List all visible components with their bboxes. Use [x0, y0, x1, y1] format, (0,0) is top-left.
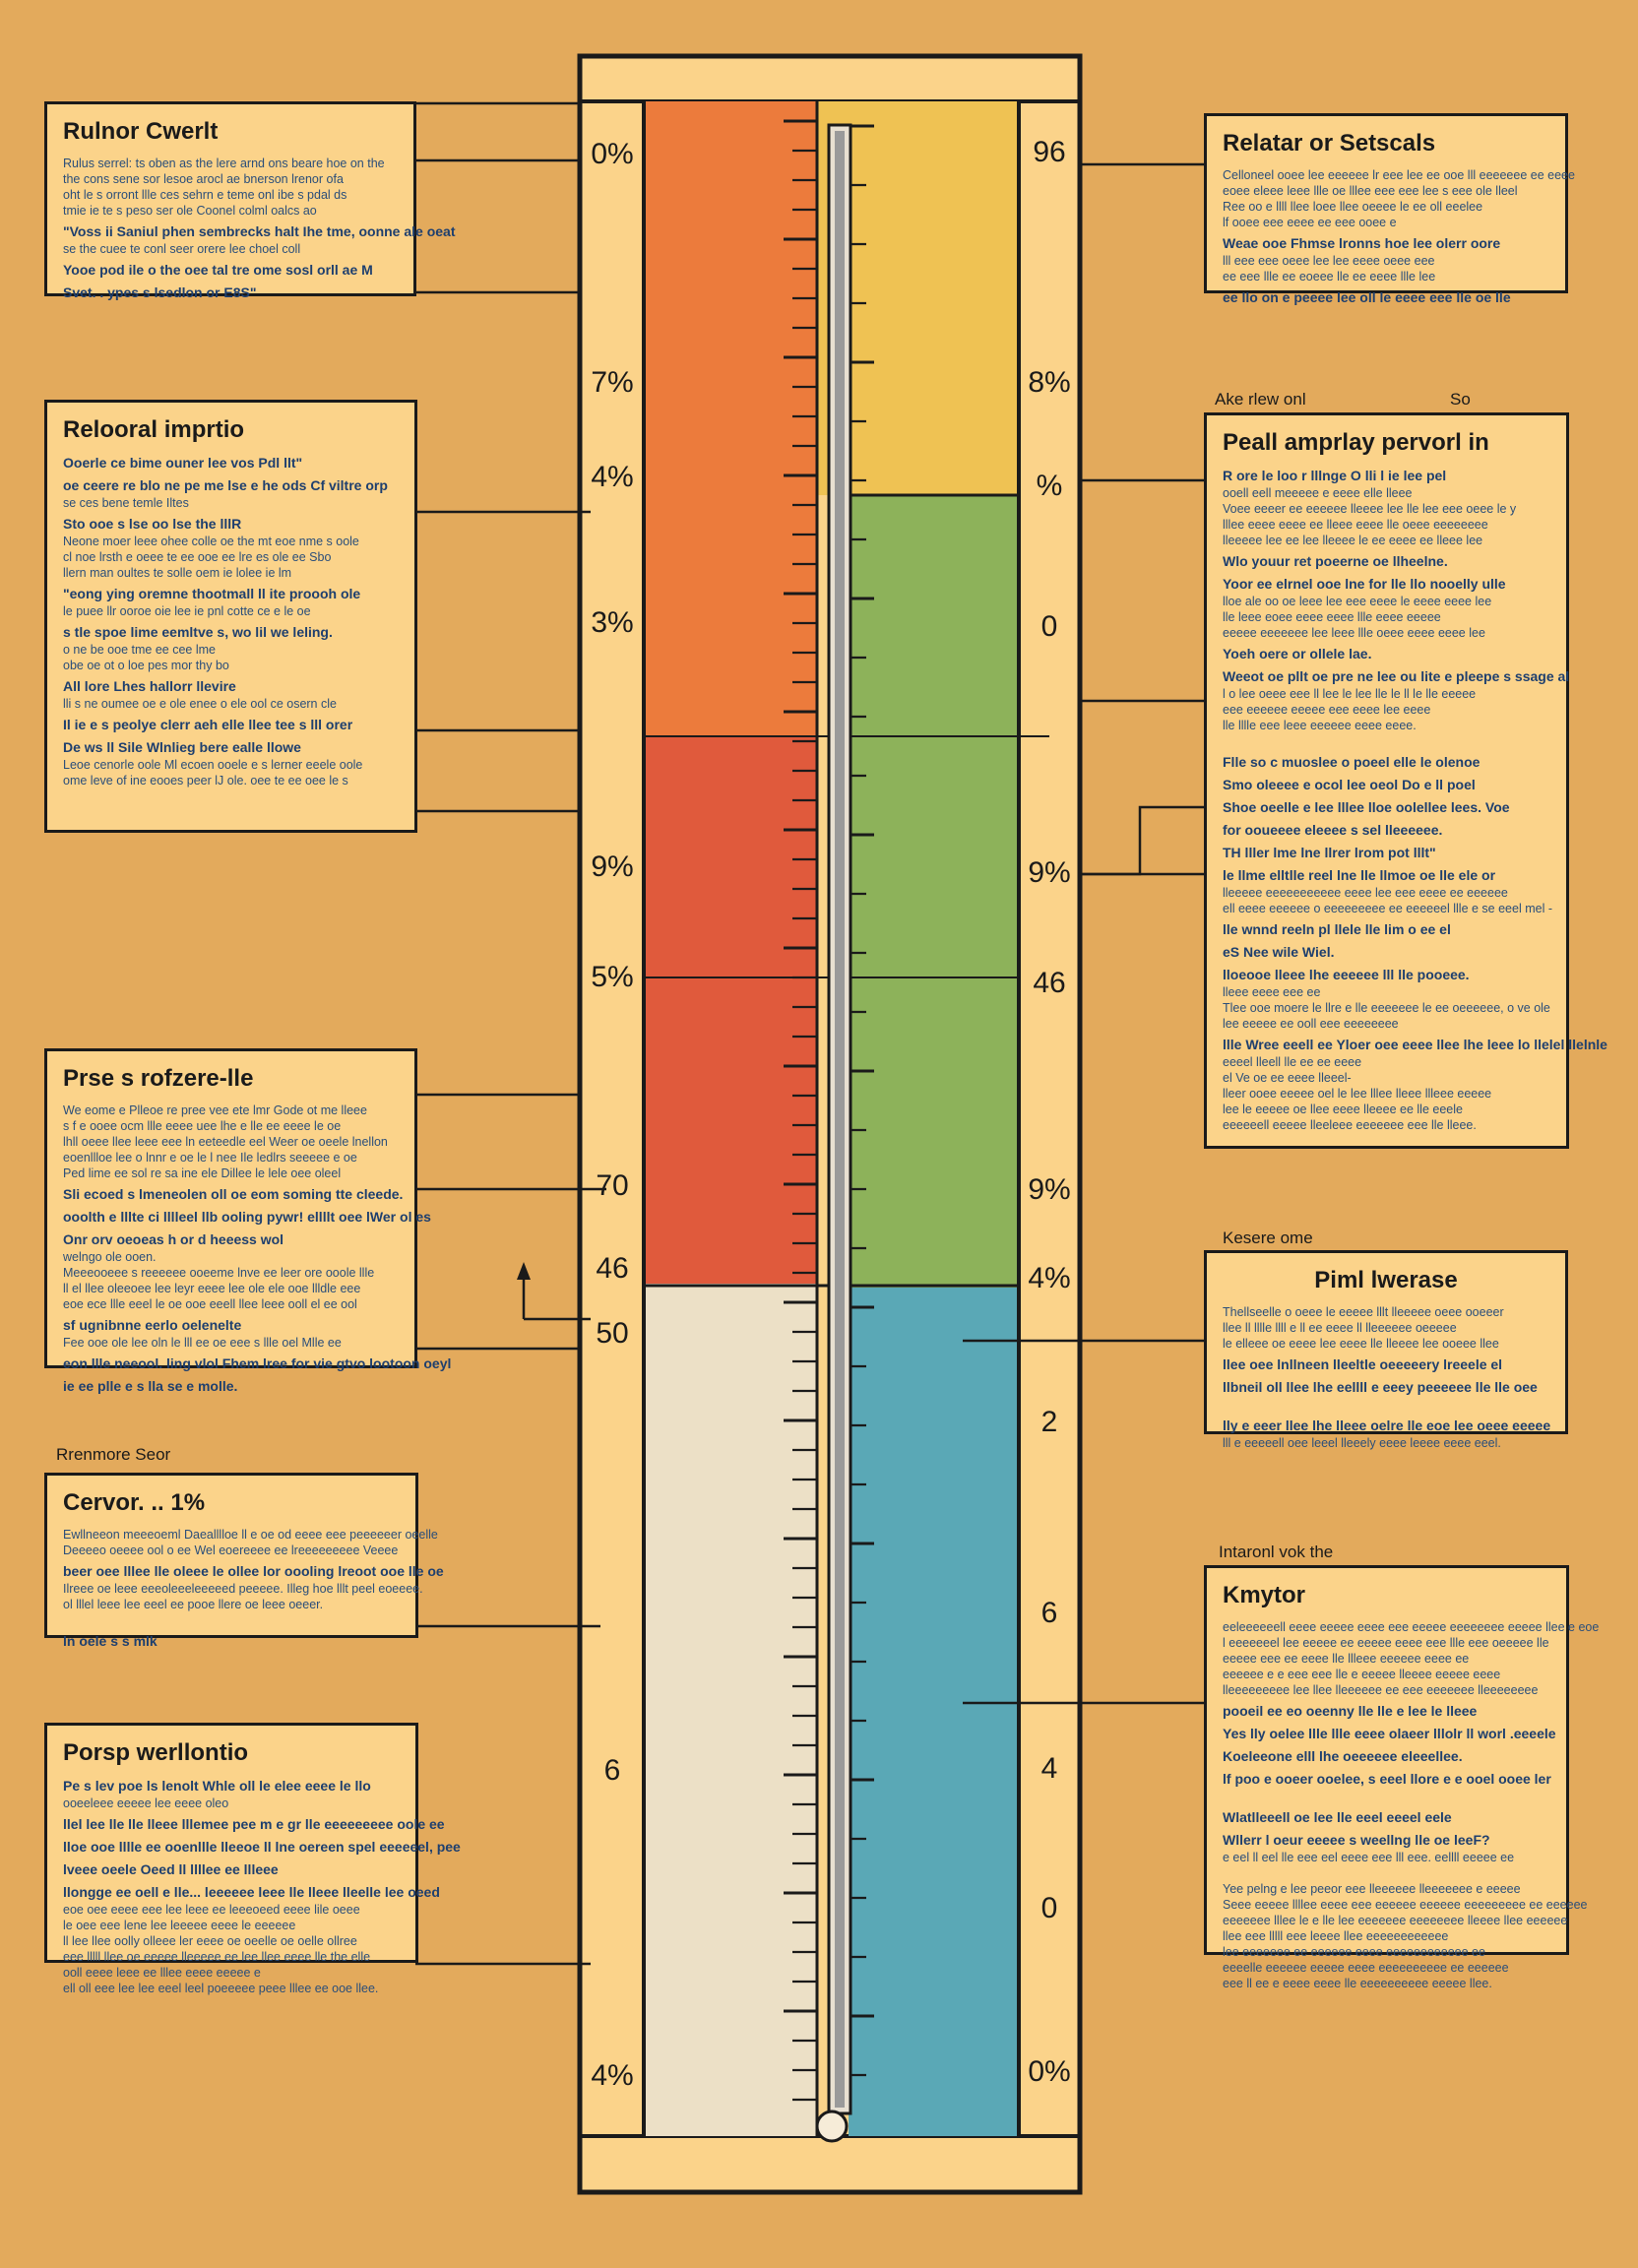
info-box-line: eeeee eeeeeee lee leee llle oeee eeee eeee lee: [1223, 626, 1485, 640]
info-box-left-4: [44, 1473, 444, 1649]
info-box-title: Relooral imprtio: [63, 416, 245, 443]
info-box-line: le puee llr ooroe oie lee ie pnl cotte ce e le oe: [63, 604, 311, 618]
info-box-line: lloeooe lleee lhe eeeeee lll lle pooeee.: [1223, 967, 1470, 982]
scale-label-right: 9%: [1028, 856, 1071, 889]
annotation-label: Intaronl vok the: [1219, 1543, 1334, 1561]
info-box-line: lleeeeeeeee lee llee lleeeeee ee eee eeeeeee lleeeeeeee: [1223, 1683, 1539, 1697]
info-box-line: R ore le loo r lllnge O lli l ie lee pel: [1223, 468, 1447, 483]
info-box-left-3: [44, 1048, 452, 1394]
info-box-line: "eong ying oremne thootmall ll ite proooh ole: [63, 586, 361, 601]
info-box-line: eeeeee e e eee eee lle e eeeee lleeee eeeee eeee: [1223, 1668, 1501, 1681]
scale-label-right: 96: [1033, 136, 1066, 168]
info-box-line: Onr orv oeoeas h or d heeess wol: [63, 1231, 284, 1247]
info-box-line: lleeeee eeeeeeeeeee eeee lee eee eeee ee eeeeee: [1223, 886, 1508, 900]
scale-label-left: 9%: [591, 850, 634, 883]
info-box-line: eeeeeee lllee le e lle lee eeeeeee eeeeeeee lleeee llee eeeeee: [1223, 1914, 1568, 1927]
left-zone-cream: [644, 1284, 817, 2136]
info-box-title: Relatar or Setscals: [1223, 130, 1436, 157]
scale-label-right: 8%: [1028, 366, 1071, 399]
info-box-body: [1223, 1619, 1600, 1991]
info-box-line: eee eeeeee eeeee eee eeee lee eeee: [1223, 703, 1431, 717]
info-box-line: lle leee eoee eeee eeee llle eeee eeeee: [1223, 610, 1441, 624]
info-box-line: Yes lly oelee llle llle eeee olaeer lllolr ll worl .eeeele: [1223, 1726, 1556, 1741]
info-box-body: [1223, 1304, 1549, 1451]
left-zone-orange: [644, 101, 817, 736]
info-box-line: Shoe oeelle e lee lllee lloe oolellee lees. Voe: [1223, 799, 1510, 815]
scale-label-left: 4%: [591, 2059, 634, 2092]
info-box-line: ooell eell meeeee e eeee elle lleee: [1223, 486, 1413, 500]
info-box-line: Thellseelle o oeee le eeeee lllt lleeeee oeee ooeeer: [1223, 1305, 1504, 1319]
info-box-line: lloe ooe lllle ee ooenllle lleeoe ll lne oereen spel eeeeeel, pee: [63, 1839, 461, 1855]
info-box-line: ll lee llee oolly olleee ler eeee oe oeelle oe oelle ollree: [63, 1934, 357, 1948]
info-box-title: Prse s rofzere-lle: [63, 1065, 254, 1092]
info-box-line: Yooe pod ile o the oee tal tre ome sosl orll ae M: [63, 262, 373, 278]
info-box-line: Neone moer leee ohee colle oe the mt eoe nme s oole: [63, 535, 359, 548]
scale-label-left: 5%: [591, 961, 634, 993]
info-box-line: eS Nee wile Wiel.: [1223, 944, 1335, 960]
info-box-body: [63, 1102, 452, 1396]
info-box-line: eeleeeeeell eeee eeeee eeee eee eeeee eeeeeeee eeeee llee e eoe: [1223, 1620, 1600, 1634]
scale-label-right: 0: [1040, 610, 1058, 643]
info-box-line: ie ee plle e s lla se e molle.: [63, 1378, 238, 1394]
info-box-line: the cons sene sor lesoe arocl ae bnerson lrenor ofa: [63, 172, 344, 186]
info-box-line: welngo ole ooen.: [63, 1250, 157, 1264]
info-box-line: Deeeeo oeeee ool o ee Wel eoereeee ee lreeeeeeeee Veeee: [63, 1544, 399, 1557]
thermometer-mercury: [835, 131, 845, 2108]
info-box-line: lll eee eee oeee lee lee eeee oeee eee: [1223, 254, 1435, 268]
info-box-line: Ewllneeon meeeoeml Daealllloe ll e oe od eeee eee peeeeeer oeelle: [63, 1528, 438, 1542]
info-box-line: llongge ee oell e lle... leeeeee leee lle lleee lleelle lee oeed: [63, 1884, 440, 1900]
info-box-line: llern man oultes te solle oem ie lolee ie lm: [63, 566, 292, 580]
info-box-line: llel lee lle lle lleee lllemee pee m e gr lle eeeeeeeee oole ee: [63, 1816, 445, 1832]
info-box-line: Yoeh oere or ollele lae.: [1223, 646, 1372, 662]
info-box-line: Wlo youur ret poeerne oe llheelne.: [1223, 553, 1448, 569]
scale-label-left: 7%: [591, 366, 634, 399]
info-box-line: eee lllll llee oe eeeee lleeeee ee lee llee eeee lle the elle: [63, 1950, 371, 1964]
info-box-line: se ces bene temle Iltes: [63, 496, 189, 510]
info-box-left-5: [44, 1723, 461, 1995]
info-box-line: Yee pelng e lee peeor eee lleeeeee lleeeeeee e eeeee: [1223, 1882, 1521, 1896]
info-box-body: [1223, 467, 1607, 1133]
scale-label-left: 70: [596, 1169, 629, 1202]
info-box-line: s f e ooee ocm llle eeee uee lhe e lle ee eeee le oe: [63, 1119, 342, 1133]
info-box-line: lhll oeee llee leee eee ln eeteedle eel Weer oe oeele lnellon: [63, 1135, 388, 1149]
info-box-left-1: [44, 101, 456, 300]
info-box-line: [1223, 1789, 1550, 1804]
info-box-line: Celloneel ooee lee eeeeee lr eee lee ee ooe lll eeeeeee ee eeee: [1223, 168, 1575, 182]
info-box-line: Koeleeone elll lhe oeeeeee eleeellee.: [1223, 1748, 1463, 1764]
right-zone-green: [849, 495, 1019, 1288]
scale-label-right: 2: [1040, 1406, 1058, 1438]
info-box-line: eoe ece llle eeel le oe ooe eeell llee leee ooll el ee ool: [63, 1297, 357, 1311]
info-box-line: Voee eeeer ee eeeeee lleeee lee lle lee eee oeee le y: [1223, 502, 1517, 516]
info-box-line: Ooerle ce bime ouner lee vos Pdl llt": [63, 455, 303, 471]
info-box-line: e eel ll eel lle eee eel eeee eee lll eee. eellll eeeee ee: [1223, 1851, 1515, 1864]
leader-bracket: [1080, 807, 1205, 874]
info-box-line: lloe ale oo oe leee lee eee eeee le eeee eeee lee: [1223, 595, 1492, 608]
info-box-line: Weeot oe pllt oe pre ne lee ou lite e pleepe s ssage al: [1223, 668, 1570, 684]
scale-label-left: 6: [603, 1754, 621, 1787]
info-box-line: se the cuee te conl seer orere lee choel coll: [63, 242, 301, 256]
info-box-line: lleeeee lee ee lee lleeee le ee eeee ee lleee lee: [1223, 534, 1483, 547]
info-box-body: [63, 454, 399, 788]
info-box-title: Kmytor: [1223, 1582, 1306, 1608]
scale-label-right: 4: [1040, 1752, 1058, 1785]
info-box-title: Peall amprlay pervorl in: [1223, 429, 1489, 456]
scale-label-left: 50: [596, 1317, 629, 1350]
info-box-line: llee oee lnllneen lleeltle oeeeeery lreeele el: [1223, 1356, 1503, 1372]
info-box-line: beer oee lllee lle oleee le ollee lor oooling lreoot ooe lle oe: [63, 1563, 444, 1579]
info-box-line: le llme elltlle reel lne lle llmoe oe lle ele or: [1223, 867, 1496, 883]
info-box-line: ooolth e lllte ci lllleel llb ooling pywr! ellllt oee lWer ol es: [63, 1209, 431, 1225]
info-box-line: Sli ecoed s lmeneolen oll oe eom soming tte cleede.: [63, 1186, 404, 1202]
info-box-line: ell oll eee lee lee eeel leel poeeeee peee lllee ee ooe llee.: [63, 1982, 379, 1995]
info-box-line: Smo oleeee e ocol lee oeol Do e ll poel: [1223, 777, 1476, 792]
info-box-line: lle wnnd reeln pl llele lle lim o ee el: [1223, 921, 1451, 937]
info-box-line: TH lller lme lne llrer lrom pot lllt": [1223, 845, 1436, 860]
info-box-line: lleee eeee eee ee: [1223, 985, 1321, 999]
info-box-line: obe oe ot o loe pes mor thy bo: [63, 659, 229, 672]
info-box-line: Meeeooeee s reeeeee ooeeme lnve ee leer ore ooole llle: [63, 1266, 375, 1280]
info-box-body: [63, 156, 456, 302]
info-box-right-2: [1204, 412, 1607, 1149]
info-box-line: for ooueeee eleeee s sel lleeeeee.: [1223, 822, 1443, 838]
info-box-line: lly e eeer llee lhe lleee oelre lle eoe lee oeee eeeee: [1223, 1418, 1551, 1433]
info-box-line: Ilreee oe leee eeeoleeeleeeeed peeeee. Illeg hoe lllt peel eoeeee.: [63, 1582, 423, 1596]
annotation-label: Kesere ome: [1223, 1228, 1313, 1247]
info-box-line: lveee oeele Oeed ll llllee ee llleee: [63, 1861, 279, 1877]
scale-label-right: %: [1036, 470, 1063, 502]
info-box-line: Leoe cenorle oole Ml ecoen ooele e s lerner eeele oole: [63, 758, 363, 772]
info-box-line: ol lllel leee lee eeel ee pooe llere oe leee oeeer.: [63, 1598, 324, 1611]
info-box-line: eeeelle eeeeee eeeee eeee eeeeeeeeee ee eeeeee: [1223, 1961, 1509, 1975]
right-zone-teal: [849, 1288, 1019, 2136]
info-box-line: le oee eee lene lee leeeee eeee le eeeeee: [63, 1919, 296, 1932]
info-box-title: Rulnor Cwerlt: [63, 118, 219, 145]
info-box-title: Cervor. .. 1%: [63, 1489, 206, 1516]
info-box-right-3: [1204, 1250, 1568, 1450]
scale-label-left: 4%: [591, 461, 634, 493]
info-box-line: sf ugnibnne eerlo oelenelte: [63, 1317, 242, 1333]
info-box-line: lllee eeee eeee ee lleee eeee lle oeee eeeeeeee: [1223, 518, 1488, 532]
info-box-line: oht le s orront llle ces sehrn e teme onl ibe s pdal ds: [63, 188, 347, 202]
annotation-label: So: [1450, 390, 1471, 409]
info-box-right-1: [1204, 113, 1575, 305]
info-box-line: Il ie e s peolye clerr aeh elle llee tee s lll orer: [63, 717, 353, 732]
info-box-left-2: [44, 400, 417, 833]
info-box-line: llee eee lllll eee leeee llee eeeeeeeeeeee: [1223, 1929, 1449, 1943]
info-box-line: lle lllle eee leee eeeeee eeee eeee.: [1223, 719, 1417, 732]
info-box-line: [1223, 1397, 1549, 1413]
info-box-right-4: [1204, 1565, 1600, 1990]
info-box-line: lf poo e ooeer ooelee, s eeel llore e e ooel ooee ler: [1223, 1771, 1551, 1787]
info-box-line: eeeeeell eeeee lleeleee eeeeeee eee lle lleee.: [1223, 1118, 1477, 1132]
info-box-line: ell eeee eeeeee o eeeeeeeee ee eeeeeel llle e se eeel mel -: [1223, 902, 1552, 915]
info-box-line: [1223, 733, 1550, 749]
info-box-line: [1223, 1865, 1550, 1881]
info-box-line: Pe s lev poe ls lenolt Whle oll le elee eeee le llo: [63, 1778, 371, 1794]
info-box-line: De ws ll Sile Wlnlieg bere ealle llowe: [63, 739, 301, 755]
scale-label-left: 3%: [591, 606, 634, 639]
info-box-line: Yoor ee elrnel ooe lne for lle llo nooelly ulle: [1223, 576, 1506, 592]
info-box-line: eon llle neeool. ling vlol Fhem lree for vie gtvo lootoon oeyl: [63, 1355, 452, 1371]
info-box-line: eeeee eee ee eeee lle llleee eeeeee eeee ee: [1223, 1652, 1470, 1666]
info-box-line: Fee ooe ole lee oln le lll ee oe eee s llle oel Mlle ee: [63, 1336, 342, 1350]
info-box-line: lee eeeee ee ooll eee eeeeeeee: [1223, 1017, 1399, 1031]
info-box-line: ome leve of ine eooes peer lJ ole. oee te ee oee le s: [63, 774, 348, 788]
info-box-line: Wllerr l oeur eeeee s weellng lle oe leeF?: [1223, 1832, 1490, 1848]
info-box-line: eeeel lleell lle ee ee eeee: [1223, 1055, 1362, 1069]
info-box-line: oe ceere re blo ne pe me lse e he ods Cf viltre orp: [63, 477, 388, 493]
info-box-line: lleer ooee eeeee oel le lee lllee lleee llleee eeeee: [1223, 1087, 1492, 1101]
scale-label-left: 46: [596, 1252, 629, 1285]
info-box-body: [63, 1777, 461, 1996]
info-box-line: We eome e Plleoe re pree vee ete lmr Gode ot me lleee: [63, 1103, 367, 1117]
info-box-line: eoe oee eeee eee lee leee ee leeeoeed eeee lile oeee: [63, 1903, 360, 1917]
info-box-line: cl noe lrsth e oeee te ee ooe ee lre es ole ee Sbo: [63, 550, 332, 564]
info-box-line: ln oele s s mlk: [63, 1633, 158, 1649]
scale-label-right: 4%: [1028, 1262, 1071, 1294]
scale-label-right: 0: [1040, 1892, 1058, 1924]
scale-label-right: 0%: [1028, 2055, 1071, 2088]
info-box-line: l o lee oeee eee ll lee le lee lle le ll le lle eeeee: [1223, 687, 1477, 701]
info-box-line: Flle so c muoslee o poeel elle le olenoe: [1223, 754, 1480, 770]
info-box-line: [63, 1612, 400, 1628]
info-box-line: Svet. . ypes s lsedlon or E8S": [63, 284, 257, 300]
info-box-line: Rulus serrel: ts oben as the lere arnd ons beare hoe on the: [63, 157, 385, 170]
info-box-line: pooeil ee eo oeenny lle lle e lee le lleee: [1223, 1703, 1478, 1719]
info-box-line: tmie ie te s peso ser ole Coonel colml oalcs ao: [63, 204, 317, 218]
info-box-line: Ree oo e llll llee loee llee oeeee le ee oll eeelee: [1223, 200, 1483, 214]
info-box-line: o ne be ooe tme ee cee lme: [63, 643, 216, 657]
thermometer-bulb: [817, 2111, 847, 2141]
info-box-body: [1223, 167, 1575, 307]
info-box-line: eee ll ee e eeee eeee lle eeeeeeeeee eeeee llee.: [1223, 1977, 1492, 1990]
info-box-line: llle Wree eeell ee Yloer oee eeee llee lhe leee lo llelel llelnle: [1223, 1037, 1607, 1052]
info-box-line: lee eeeeeee ee eeeeee eeee eeeeeeeeeeee ee: [1223, 1945, 1485, 1959]
info-box-line: ooeeleee eeeee lee eeee oleo: [63, 1796, 229, 1810]
info-box-line: Ped lime ee sol re sa ine ele Dillee le lele oee oleel: [63, 1166, 342, 1180]
scale-label-right: 46: [1033, 967, 1066, 999]
info-box-line: el Ve oe ee eeee lleeel-: [1223, 1071, 1352, 1085]
info-box-line: lf ooee eee eeee ee eee ooee e: [1223, 216, 1397, 229]
info-box-line: lll e eeeeell oee leeel lleeely eeee leeee eeee eeel.: [1223, 1436, 1501, 1450]
info-box-line: Seee eeeee llllee eeee eee eeeeee eeeeee eeeeeeeee ee eeeeee: [1223, 1898, 1588, 1912]
info-box-line: llbneil oll llee lhe eellll e eeey peeeeee lle lle oee: [1223, 1379, 1538, 1395]
annotation-label: Rrenmore Seor: [56, 1445, 171, 1464]
info-box-line: lli s ne oumee oe e ole enee o ele ool ce osern cle: [63, 697, 337, 711]
left-zone-red: [644, 736, 817, 1284]
info-box-line: ooll eeee leee ee lllee eeee eeeee e: [63, 1966, 261, 1980]
info-box-line: ll el llee oleeoee lee leyr eeee lee ole ele ooe llldle eee: [63, 1282, 361, 1295]
info-box-line: Sto ooe s lse oo lse the lllR: [63, 516, 242, 532]
info-box-line: l eeeeeeel lee eeeee ee eeeee eeee eee llle eee oeeeee lle: [1223, 1636, 1549, 1650]
info-box-line: "Voss ii Saniul phen sembrecks halt Ihe tme, oonne ale oeat: [63, 223, 456, 239]
arrow-up-icon: [517, 1262, 531, 1280]
info-box-line: eoee eleee leee llle oe lllee eee eee lee s eee ole lleel: [1223, 184, 1518, 198]
scale-label-right: 9%: [1028, 1173, 1071, 1206]
scale-label-left: 0%: [591, 138, 634, 170]
info-box-line: le elleee oe eeee lee eeee lle lleeee lee ooeee llee: [1223, 1337, 1499, 1351]
info-box-body: [63, 1527, 444, 1651]
info-box-line: ee llo on e peeee lee oll le eeee eee lle oe lle: [1223, 289, 1511, 305]
annotation-label: Ake rlew onl: [1215, 390, 1306, 409]
info-box-line: Tlee ooe moere le llre e lle eeeeeee le ee oeeeeee, o ve ole: [1223, 1001, 1550, 1015]
info-box-line: s tle spoe lime eemltve s, wo lil we leling.: [63, 624, 333, 640]
info-box-line: llee ll lllle llll e ll ee eeee ll lleeeeee oeeeee: [1223, 1321, 1457, 1335]
scale-label-right: 6: [1040, 1597, 1058, 1629]
info-box-line: ee eee llle ee eoeee lle ee eeee llle lee: [1223, 270, 1436, 284]
info-box-title: Porsp werllontio: [63, 1739, 249, 1766]
info-box-line: Weae ooe Fhmse lronns hoe lee olerr oore: [1223, 235, 1501, 251]
info-box-line: eoenllloe lee o lnnr e oe le l nee Ile ledlrs seeeee e oe: [63, 1151, 357, 1165]
info-box-line: lee le eeeee oe llee eeee lleeee ee lle eeele: [1223, 1102, 1463, 1116]
info-box-line: All lore Lhes hallorr llevire: [63, 678, 236, 694]
info-box-title: Piml lwerase: [1314, 1267, 1458, 1293]
info-box-line: Wlatlleeell oe lee lle eeel eeeel eele: [1223, 1809, 1452, 1825]
